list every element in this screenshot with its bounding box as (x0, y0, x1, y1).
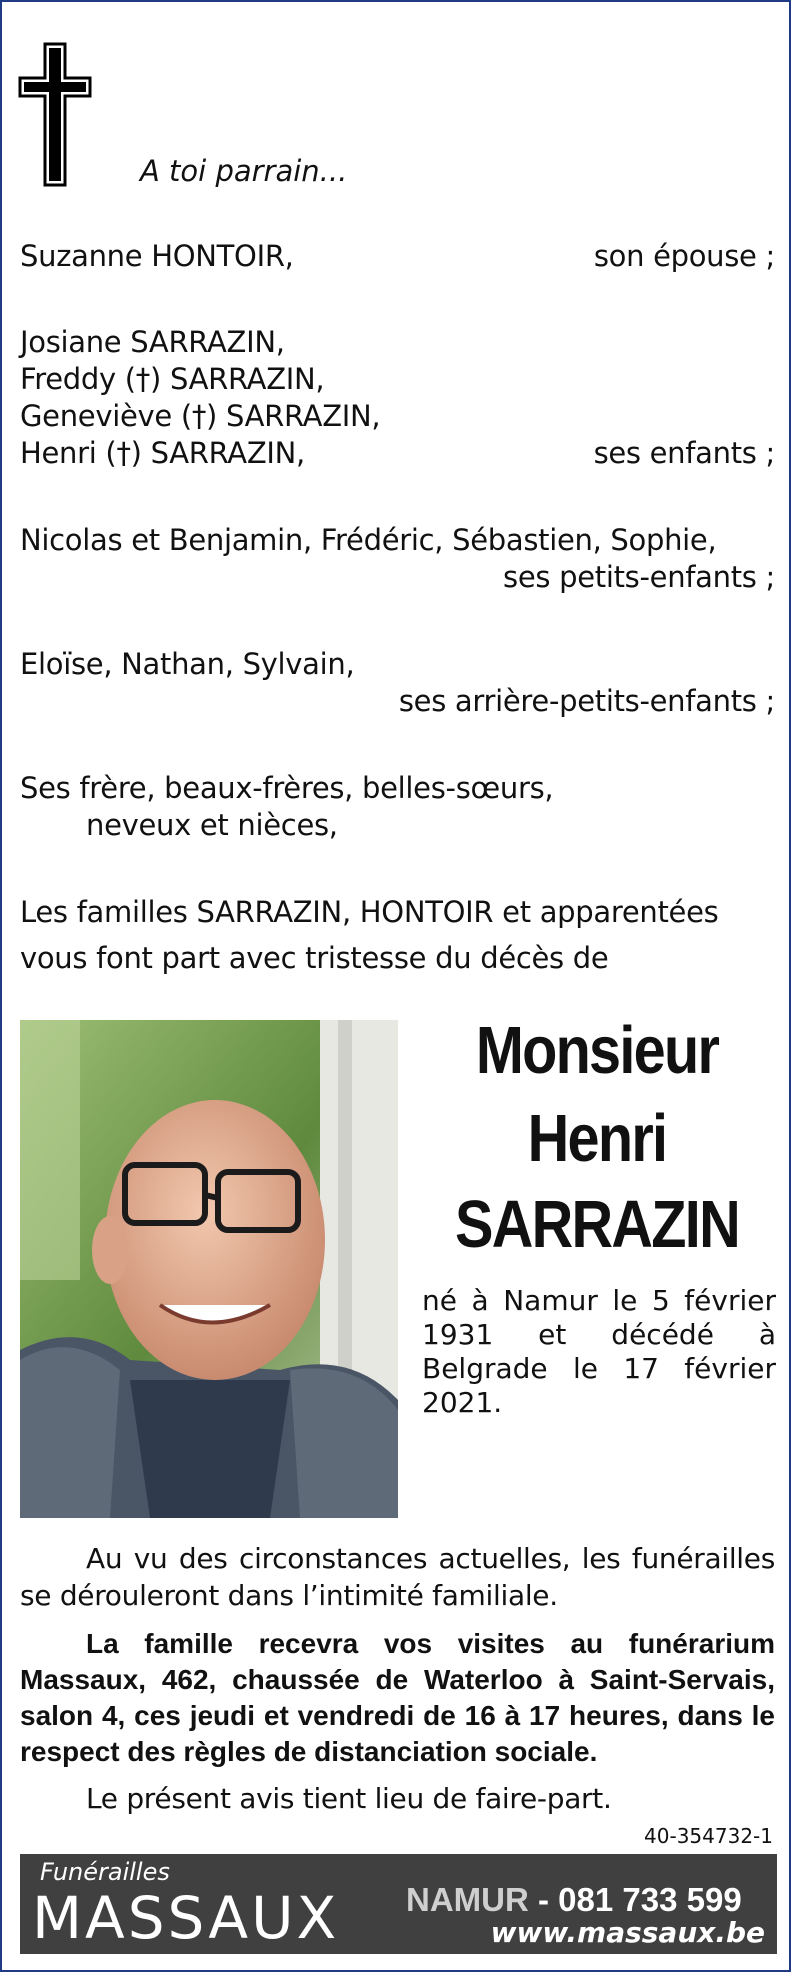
spouse-relation: son épouse ; (593, 239, 775, 273)
families-line-2: vous font part avec tristesse du décès de (20, 941, 609, 975)
great-grandchildren-relation: ses arrière-petits-enfants ; (398, 684, 775, 718)
deceased-last-name: SARRAZIN (455, 1187, 739, 1262)
spouse-name: Suzanne HONTOIR, (20, 239, 294, 273)
grandchildren-relation: ses petits-enfants ; (503, 560, 775, 594)
intro-text: A toi parrain... (140, 154, 348, 188)
funeral-note: Au vu des circonstances actuelles, les funérailles se dérouleront dans l’intimité familiale. (20, 1542, 775, 1612)
reference-number: 40-354732-1 (644, 1824, 773, 1848)
birth-death-dates: né à Namur le 5 février 1931 et décédé à Belgrade le 17 février 2021. (422, 1284, 776, 1419)
child-name: Henri (†) SARRAZIN, (20, 436, 305, 470)
children-relation: ses enfants ; (593, 436, 775, 470)
funeral-home-banner (20, 1854, 777, 1954)
closing-text: Le présent avis tient lieu de faire-part. (86, 1782, 612, 1815)
website-link[interactable]: www.massaux.be (490, 1916, 765, 1949)
deceased-title: Monsieur (475, 1013, 719, 1088)
child-name: Josiane SARRAZIN, (20, 325, 285, 359)
siblings-line-2: neveux et nièces, (86, 808, 338, 842)
city-label: NAMUR (406, 1881, 529, 1918)
brand-logo-text: MASSAUX (32, 1884, 340, 1952)
great-grandchildren-names: Eloïse, Nathan, Sylvain, (20, 647, 355, 681)
child-name: Freddy (†) SARRAZIN, (20, 362, 325, 396)
visit-information: La famille recevra vos visites au funérarium Massaux, 462, chaussée de Waterloo à Saint-Servais, salon 4, ces jeudi et vendredi de 16 à 17 heures, dans le respect des règles de distanciation sociale. (20, 1628, 775, 1767)
grandchildren-names: Nicolas et Benjamin, Frédéric, Sébastien, Sophie, (20, 523, 717, 557)
deceased-first-name: Henri (527, 1101, 667, 1176)
siblings-line-1: Ses frère, beaux-frères, belles-sœurs, (20, 771, 554, 805)
phone-number[interactable]: - 081 733 599 (538, 1881, 742, 1918)
families-line-1: Les familles SARRAZIN, HONTOIR et apparentées (20, 895, 719, 929)
portrait-photo (20, 1020, 398, 1518)
brand-small-text: Funérailles (40, 1858, 170, 1886)
child-name: Geneviève (†) SARRAZIN, (20, 399, 381, 433)
cross-icon (18, 42, 92, 187)
